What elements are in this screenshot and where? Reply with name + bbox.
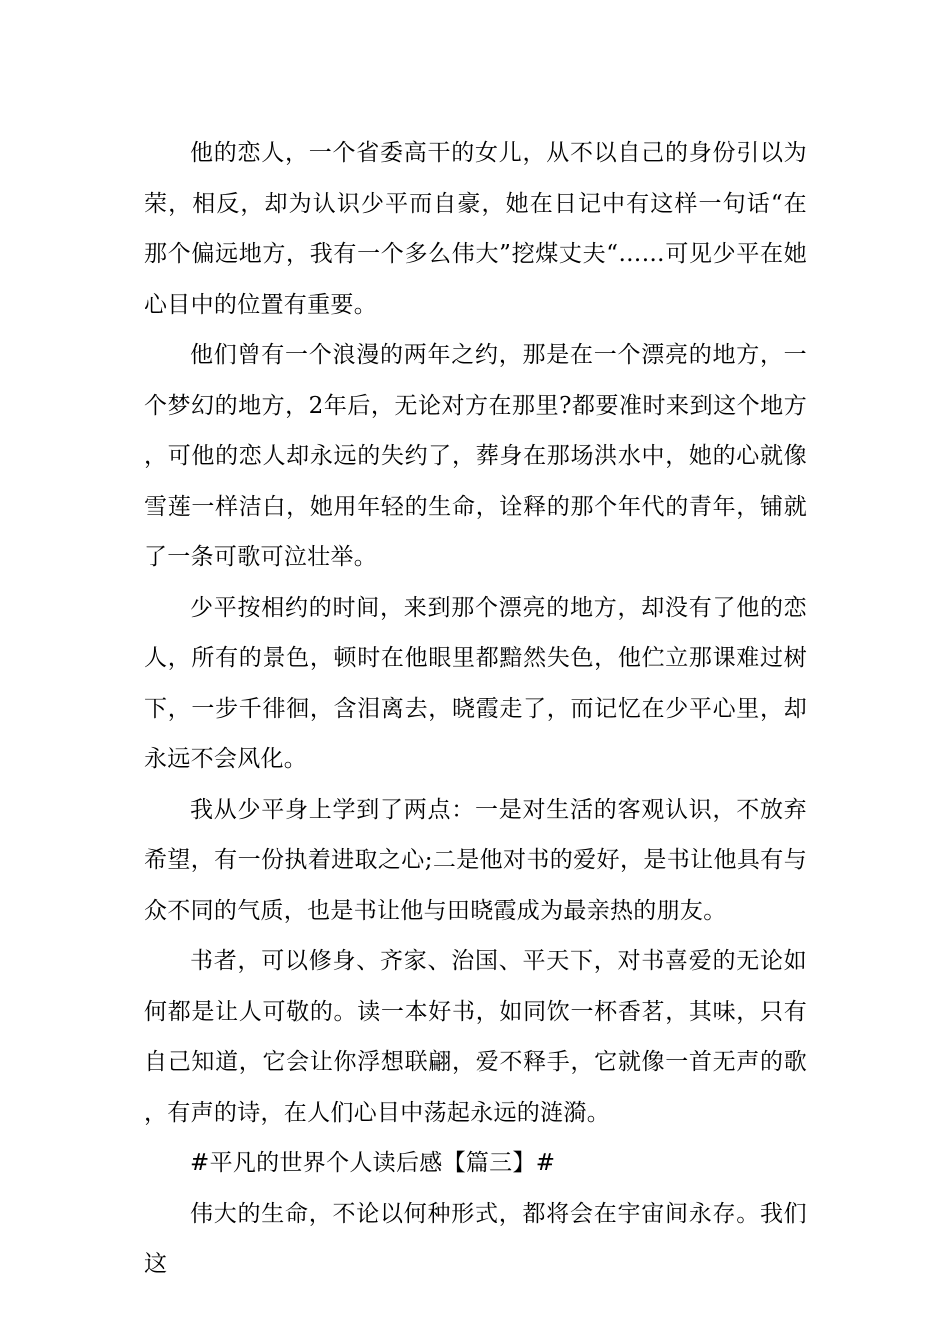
paragraph-books: 书者，可以修身、齐家、治国、平天下，对书喜爱的无论如何都是让人可敬的。读一本好书，如同饮一杯香茗，其味，只有自己知道，它会让你浮想联翩，爱不释手，它就像一首无声的歌，有声的诗，在人们心目中荡起永远的涟漪。 [144,948,807,1126]
paragraph-appointment: 少平按相约的时间，来到那个漂亮的地方，却没有了他的恋人，所有的景色，顿时在他眼里都黯然失色，他伫立那课难过树下，一步千徘徊，含泪离去，晓霞走了，而记忆在少平心里，却永远不会风化。 [144,594,807,772]
paragraph-great-life: 伟大的生命，不论以何种形式，都将会在宇宙间永存。我们这 [144,1200,807,1277]
paragraph-lovers-identity: 他的恋人，一个省委高干的女儿，从不以自己的身份引以为荣，相反，却为认识少平而自豪，她在日记中有这样一句话“在那个偏远地方，我有一个多么伟大”挖煤丈夫“……可见少平在她心目中的位置有重要。 [144,140,807,318]
document-page [144,128,807,1290]
section-heading: #平凡的世界个人读后感【篇三】# [190,1150,556,1176]
paragraph-lessons: 我从少平身上学到了两点：一是对生活的客观认识，不放弃希望，有一份执着进取之心;二是他对书的爱好，是书让他具有与众不同的气质，也是书让他与田晓霞成为最亲热的朋友。 [144,796,807,924]
paragraph-two-year-promise: 他们曾有一个浪漫的两年之约，那是在一个漂亮的地方，一个梦幻的地方，2年后，无论对方在那里?都要准时来到这个地方，可他的恋人却永远的失约了，葬身在那场洪水中，她的心就像雪莲一样洁白，她用年轻的生命，诠释的那个年代的青年，铺就了一条可歌可泣壮举。 [144,342,807,570]
